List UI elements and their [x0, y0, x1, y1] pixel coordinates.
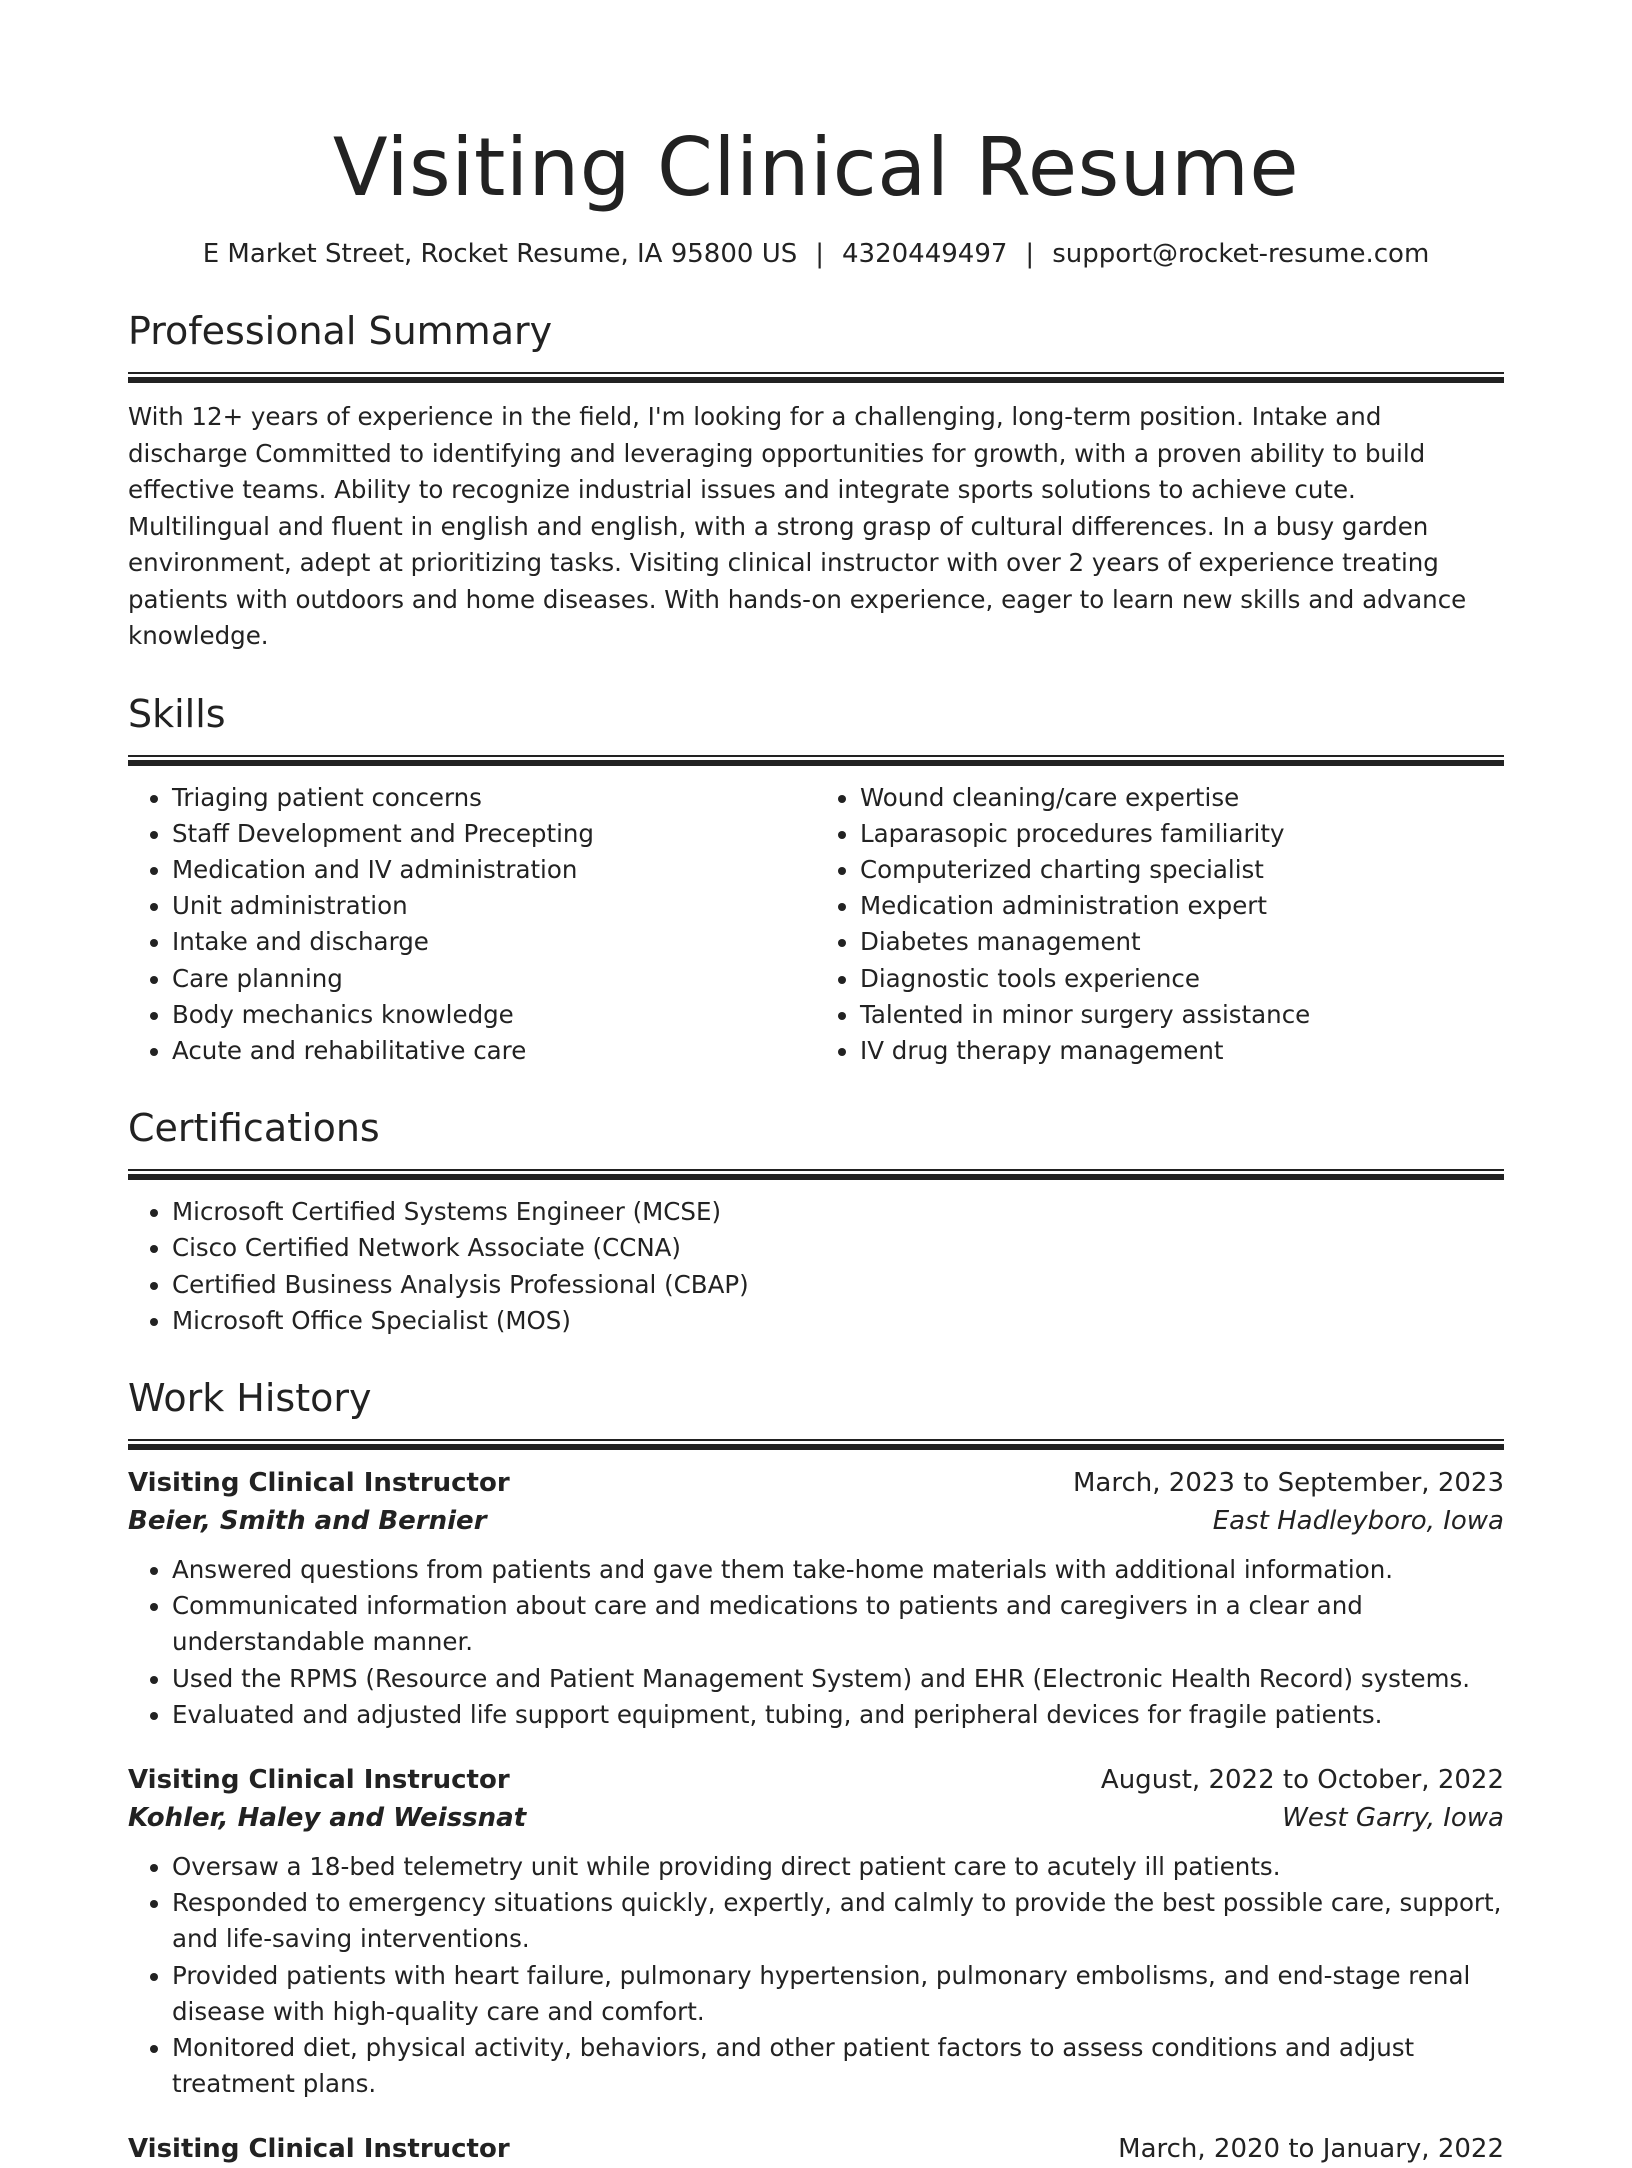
skill-item: • Triaging patient concerns	[172, 780, 816, 816]
contact-email: support@rocket-resume.com	[1052, 239, 1430, 269]
certification-item: • Cisco Certified Network Associate (CCNA)	[172, 1230, 1504, 1266]
skill-item: • Computerized charting specialist	[860, 852, 1504, 888]
skill-item: • Acute and rehabilitative care	[172, 1033, 816, 1069]
skills-columns	[128, 766, 1504, 1070]
job-duty-item: • Responded to emergency situations quickly, expertly, and calmly to provide the best possible care, support, and life-saving interventions.	[172, 1885, 1504, 1957]
job-dates: August, 2022 to October, 2022	[1100, 1764, 1504, 1795]
skills-heading: Skills	[128, 691, 226, 736]
job-dates: March, 2020 to January, 2022	[1118, 2134, 1504, 2165]
certifications-heading: Certifications	[128, 1106, 380, 1151]
skill-item: • Medication administration expert	[860, 888, 1504, 924]
job-title: Visiting Clinical Instructor	[128, 2134, 510, 2165]
contact-line	[128, 236, 1504, 272]
contact-separator: |	[815, 239, 824, 269]
job-company: Beier, Smith and Bernier	[128, 1505, 487, 1536]
contact-separator: |	[1025, 239, 1035, 269]
job-duty-item: • Communicated information about care and medications to patients and caregivers in a clear and understandable manner.	[172, 1588, 1504, 1660]
section-divider	[128, 755, 1504, 766]
certifications-section	[128, 1103, 1504, 1339]
section-divider	[128, 1439, 1504, 1450]
skills-section	[128, 689, 1504, 1070]
job-duties-list	[128, 1849, 1504, 2102]
resume-title: Visiting Clinical Resume	[332, 121, 1300, 214]
skill-item: • Laparasopic procedures familiarity	[860, 816, 1504, 852]
work-history-section	[128, 1373, 1504, 2168]
job-duty-item: • Answered questions from patients and gave them take-home materials with additional information.	[172, 1552, 1504, 1588]
skill-item: • Diagnostic tools experience	[860, 961, 1504, 997]
job-company-row	[128, 1502, 1504, 1540]
skill-item: • Medication and IV administration	[172, 852, 816, 888]
job-entry	[128, 2130, 1504, 2168]
job-entry	[128, 1464, 1504, 1733]
certifications-list	[128, 1194, 1504, 1339]
skill-item: • Care planning	[172, 961, 816, 997]
skill-item: • Staff Development and Precepting	[172, 816, 816, 852]
job-company: Kohler, Haley and Weissnat	[128, 1802, 527, 1833]
certification-item: • Certified Business Analysis Professional (CBAP)	[172, 1267, 1504, 1303]
job-title: Visiting Clinical Instructor	[128, 1467, 510, 1498]
contact-address: E Market Street, Rocket Resume, IA 95800 US	[202, 239, 798, 269]
job-title: Visiting Clinical Instructor	[128, 1764, 510, 1795]
job-location: West Garry, Iowa	[1282, 1802, 1504, 1833]
summary-heading: Professional Summary	[128, 309, 553, 353]
section-divider	[128, 1169, 1504, 1180]
skill-item: • Wound cleaning/care expertise	[860, 780, 1504, 816]
skill-item: • Unit administration	[172, 888, 816, 924]
work-history-heading: Work History	[128, 1375, 372, 1420]
job-duty-item: • Oversaw a 18-bed telemetry unit while providing direct patient care to acutely ill patients.	[172, 1849, 1504, 1885]
job-location: East Hadleyboro, Iowa	[1212, 1505, 1504, 1536]
job-duty-item: • Monitored diet, physical activity, behaviors, and other patient factors to assess conditions and adjust treatment plans.	[172, 2030, 1504, 2102]
skill-item: • Talented in minor surgery assistance	[860, 997, 1504, 1033]
summary-text: With 12+ years of experience in the field, I'm looking for a challenging, long-term position. Intake and discharge Committed to identifying and leveraging opportunities for growth, with a proven ability to build effective teams. Ability to recognize industrial issues and integrate sports solutions to achieve cute. Multilingual and fluent in english and english, with a strong grasp of cultural differences. In a busy garden environment, adept at prioritizing tasks. Visiting clinical instructor with over 2 years of experience treating patients with outdoors and home diseases. With hands-on experience, eager to learn new skills and advance knowledge.	[128, 402, 1467, 650]
certification-item: • Microsoft Office Specialist (MOS)	[172, 1303, 1504, 1339]
job-company-row	[128, 1799, 1504, 1837]
certification-item: • Microsoft Certified Systems Engineer (MCSE)	[172, 1194, 1504, 1230]
skill-item: • Body mechanics knowledge	[172, 997, 816, 1033]
section-divider	[128, 372, 1504, 383]
skill-item: • IV drug therapy management	[860, 1033, 1504, 1069]
summary-section	[128, 306, 1504, 655]
skills-list-left	[128, 780, 816, 1070]
job-header-row	[128, 1761, 1504, 1799]
job-entry	[128, 1761, 1504, 2102]
job-duty-item: • Provided patients with heart failure, pulmonary hypertension, pulmonary embolisms, and end-stage renal disease with high-quality care and comfort.	[172, 1958, 1504, 2030]
job-duties-list	[128, 1552, 1504, 1733]
contact-phone: 4320449497	[842, 239, 1008, 269]
skills-list-right	[816, 780, 1504, 1070]
job-duty-item: • Evaluated and adjusted life support equipment, tubing, and peripheral devices for fragile patients.	[172, 1697, 1504, 1733]
job-header-row	[128, 1464, 1504, 1502]
skill-item: • Intake and discharge	[172, 924, 816, 960]
job-duty-item: • Used the RPMS (Resource and Patient Management System) and EHR (Electronic Health Record) systems.	[172, 1661, 1504, 1697]
skill-item: • Diabetes management	[860, 924, 1504, 960]
job-header-row	[128, 2130, 1504, 2168]
job-dates: March, 2023 to September, 2023	[1073, 1467, 1504, 1498]
